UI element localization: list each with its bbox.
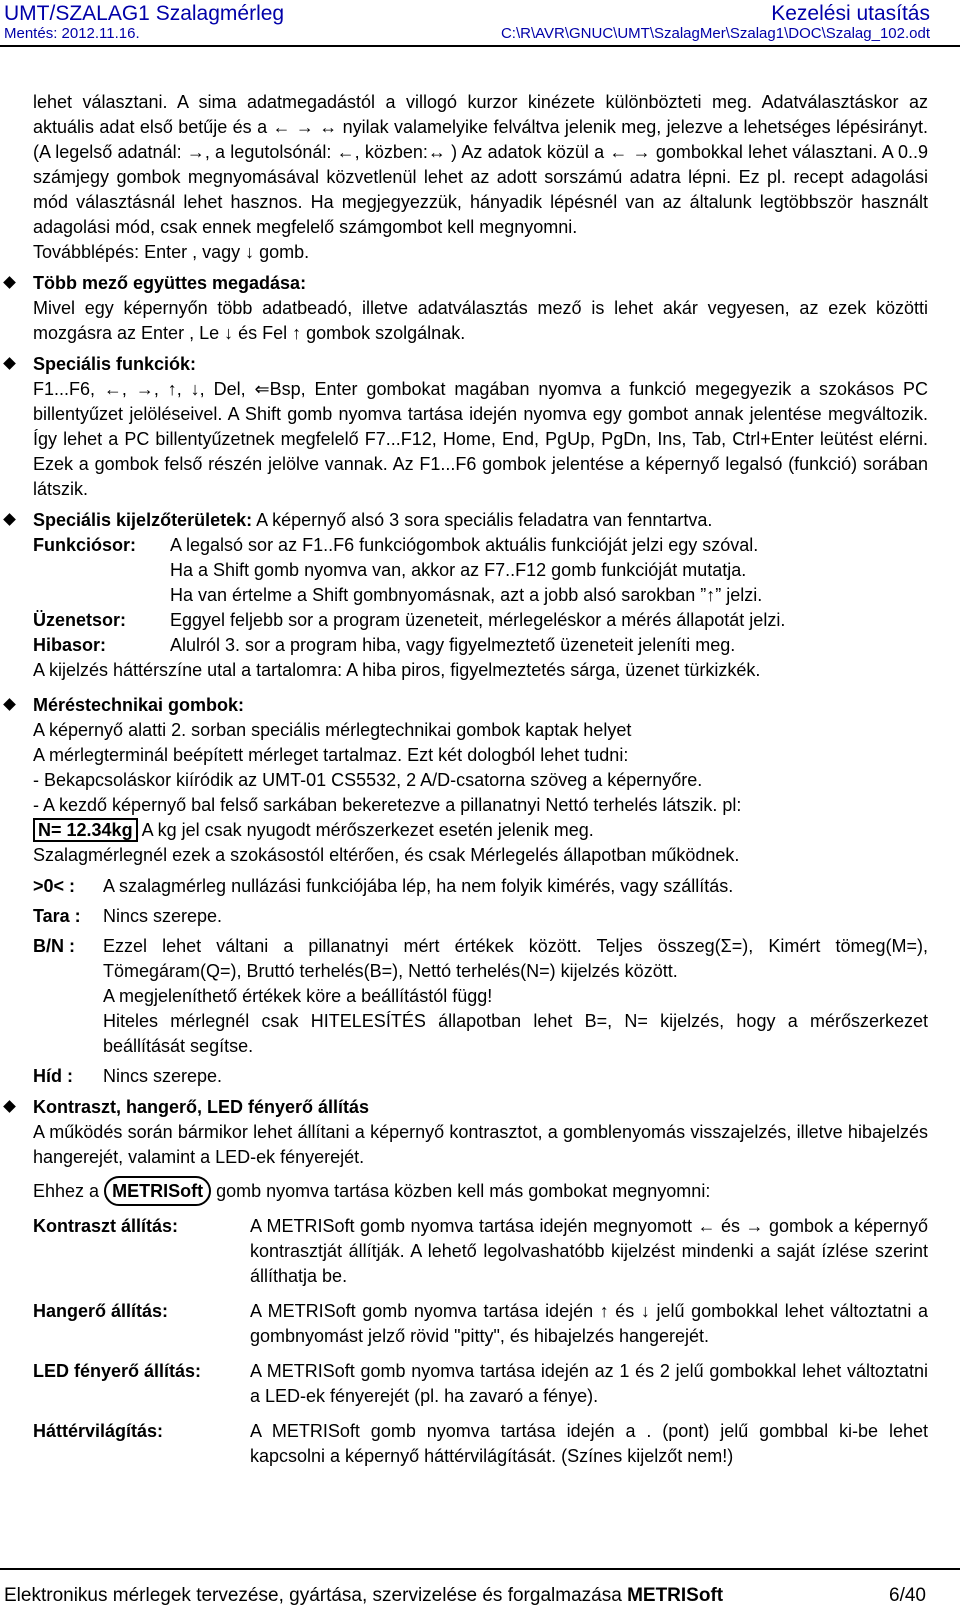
measure-line: A mérlegterminál beépített mérleget tartalmaz. Ezt két dologból lehet tudni: bbox=[33, 745, 629, 765]
section-display-areas bbox=[33, 508, 928, 683]
doc-type: Kezelési utasítás bbox=[771, 2, 930, 25]
netto-text: A kg jel csak nyugodt mérőszerkezet esetén jelenik meg. bbox=[137, 820, 594, 840]
display-row: Ha a Shift gomb nyomva van, akkor az F7..F12 gomb funkcióját mutatja. bbox=[170, 560, 747, 580]
diamond-bullet-icon bbox=[3, 698, 16, 711]
key-row: Tara : Nincs szerepe. bbox=[33, 906, 223, 926]
key-extra: A megjeleníthető értékek köre a beállítástól függ! bbox=[103, 986, 493, 1006]
contrast-item: Háttérvilágítás: A METRISoft gomb nyomva tartása idején a . (pont) jelű gombbal ki-be lehet kapcsolni a képernyő háttérvilágítását. (Színes kijelzőt nem!) bbox=[33, 1421, 928, 1466]
footer-brand: METRISoft bbox=[627, 1585, 724, 1606]
display-note: A kijelzés háttérszíne utal a tartalomra: A hiba piros, figyelmeztetés sárga, üzenet türkizkék. bbox=[33, 660, 761, 680]
section-contrast bbox=[33, 1095, 928, 1469]
doc-title: UMT/SZALAG1 Szalagmérleg bbox=[4, 2, 285, 25]
netto-display-box: N= 12.34kg bbox=[33, 818, 138, 842]
ehhez-line: Ehhez a METRISoft gomb nyomva tartása közben kell más gombokat megnyomni: bbox=[33, 1176, 928, 1206]
header-divider bbox=[0, 45, 960, 47]
contrast-intro: A működés során bármikor lehet állítani a képernyő kontrasztot, a gomblenyomás visszajelzés, illetve hibajelzés hangerejét, valamint a LED-ek fényerejét. bbox=[33, 1122, 928, 1167]
section-measurement-keys bbox=[33, 693, 928, 1089]
save-date: Mentés: 2012.11.16. bbox=[4, 25, 140, 42]
footer-text: Elektronikus mérlegek tervezése, gyártása, szervizelése és forgalmazása METRISoft bbox=[4, 1585, 724, 1606]
intro-next: Továbblépés: Enter , vagy ↓ gomb. bbox=[33, 242, 310, 262]
diamond-bullet-icon bbox=[3, 1100, 16, 1113]
section-title: Kontraszt, hangerő, LED fényerő állítás bbox=[33, 1097, 370, 1117]
section-title: Több mező együttes megadása: bbox=[33, 273, 307, 293]
measure-line: A képernyő alatti 2. sorban speciális mérlegtechnikai gombok kaptak helyet bbox=[33, 720, 632, 740]
section-multi-field bbox=[33, 271, 928, 346]
key-extra: Hiteles mérlegnél csak HITELESÍTÉS állapotban lehet B=, N= kijelzés, hogy a mérőszerkezet beállítását segítse. bbox=[103, 1011, 928, 1056]
diamond-bullet-icon bbox=[3, 276, 16, 289]
measure-tail: Szalagmérlegnél ezek a szokásostól eltérően, és csak Mérlegelés állapotban működnek. bbox=[33, 845, 740, 865]
section-text: Mivel egy képernyőn több adatbeadó, illetve adatválasztás mező is lehet akár vegyesen, az ezek közötti mozgásra az Enter , Le ↓ és Fel ↑ gombok szolgálnak. bbox=[33, 298, 928, 343]
file-path: C:\R\AVR\GNUC\UMT\SzalagMer\Szalag1\DOC\Szalag_102.odt bbox=[500, 25, 930, 42]
section-title: Speciális funkciók: bbox=[33, 354, 197, 374]
section-title: Méréstechnikai gombok: bbox=[33, 695, 245, 715]
diamond-bullet-icon bbox=[3, 357, 16, 370]
display-row: Üzenetsor: Eggyel feljebb sor a program üzeneteit, mérlegeléskor a mérés állapotát jelzi. bbox=[33, 610, 786, 630]
section-title-rest: A képernyő alsó 3 sora speciális feladatra van fenntartva. bbox=[252, 510, 713, 530]
display-row: Funkciósor: A legalsó sor az F1..F6 funkciógombok aktuális funkcióját jelzi egy szóval. bbox=[33, 535, 759, 555]
intro-paragraph: lehet választani. A sima adatmegadástól a villogó kurzor kinézete különbözteti meg. Adatválasztáskor az aktuális adat első betűje és a ← → ↔ nyilak valamelyike felváltva jelenik meg, jelezve a lehetséges lépésirányt. (A legelső adatnál: →, a legutolsónál: ←, közben:↔ ) Az adatok közül a ← → gombokkal lehet választani. A 0..9 számjegy gombok megnyomásával közvetlenül lehet az adott sorszámú adatra lépni. Ez pl. recept adagolási mód választásnál lehet hasznos. Ha megjegyezzük, hányadik lépésnél van az általunk legtöbbször használt adagolási mód, csak ennek megfelelő számgombot kell megnyomni. bbox=[33, 92, 928, 237]
diamond-bullet-icon bbox=[3, 513, 16, 526]
display-row: Hibasor: Alulról 3. sor a program hiba, vagy figyelmeztető üzeneteit jeleníti meg. bbox=[33, 635, 736, 655]
page-body bbox=[33, 90, 928, 1469]
key-row: Híd : Nincs szerepe. bbox=[33, 1066, 223, 1086]
contrast-item: LED fényerő állítás: A METRISoft gomb nyomva tartása idején az 1 és 2 jelű gombokkal lehet változtatni a LED-ek fényerejét (pl. ha zavaró a fénye). bbox=[33, 1361, 928, 1406]
section-special-functions bbox=[33, 352, 928, 502]
key-row: >0< : A szalagmérleg nullázási funkciójába lép, ha nem folyik kimérés, vagy szállítás. bbox=[33, 876, 734, 896]
measure-line: - A kezdő képernyő bal felső sarkában bekeretezve a pillanatnyi Nettó terhelés látszik. pl: bbox=[33, 795, 742, 815]
metrisoft-key: METRISoft bbox=[104, 1176, 211, 1206]
section-title: Speciális kijelzőterületek: bbox=[33, 510, 253, 530]
page-number: 6/40 bbox=[889, 1585, 926, 1606]
key-row: B/N : Ezzel lehet váltani a pillanatnyi mért értékek között. Teljes összeg(Σ=), Kimért tömeg(M=), Tömegáram(Q=), Bruttó terhelés(B=), Nettó terhelés(N=) kijelzés között. bbox=[33, 936, 928, 981]
contrast-item: Hangerő állítás: A METRISoft gomb nyomva tartása idején ↑ és ↓ jelű gombokkal lehet változtatni a gombnyomást jelző rövid "pitty", és hibajelzés hangerejét. bbox=[33, 1301, 928, 1346]
contrast-item: Kontraszt állítás: A METRISoft gomb nyomva tartása idején megnyomott ← és → gombok a képernyő kontrasztját állítják. A lehető legolvashatóbb kijelzést mindenki a saját ízlése szerint állíthatja be. bbox=[33, 1216, 928, 1286]
display-row: Ha van értelme a Shift gombnyomásnak, azt a jobb alsó sarokban ”↑” jelzi. bbox=[170, 585, 763, 605]
measure-line: - Bekapcsoláskor kiíródik az UMT-01 CS5532, 2 A/D-csatorna szöveg a képernyőre. bbox=[33, 770, 703, 790]
section-text: F1...F6, ←, →, ↑, ↓, Del, ⇐Bsp, Enter gombokat magában nyomva a funkció megegyezik a szokásos PC billentyűzet jelöléseivel. A Shift gomb nyomva tartása idején nyomva egy gombot annak jelentése megváltozik. Így lehet a PC billentyűzetnek megfelelő F7...F12, Home, End, PgUp, PgDn, Ins, Tab, Ctrl+Enter leütést elérni. Ezek a gombok felső részén jelölve vannak. Az F1...F6 gombok jelentése a képernyő legalsó (funkció) sorában látszik. bbox=[33, 379, 928, 499]
page-header bbox=[0, 0, 960, 46]
